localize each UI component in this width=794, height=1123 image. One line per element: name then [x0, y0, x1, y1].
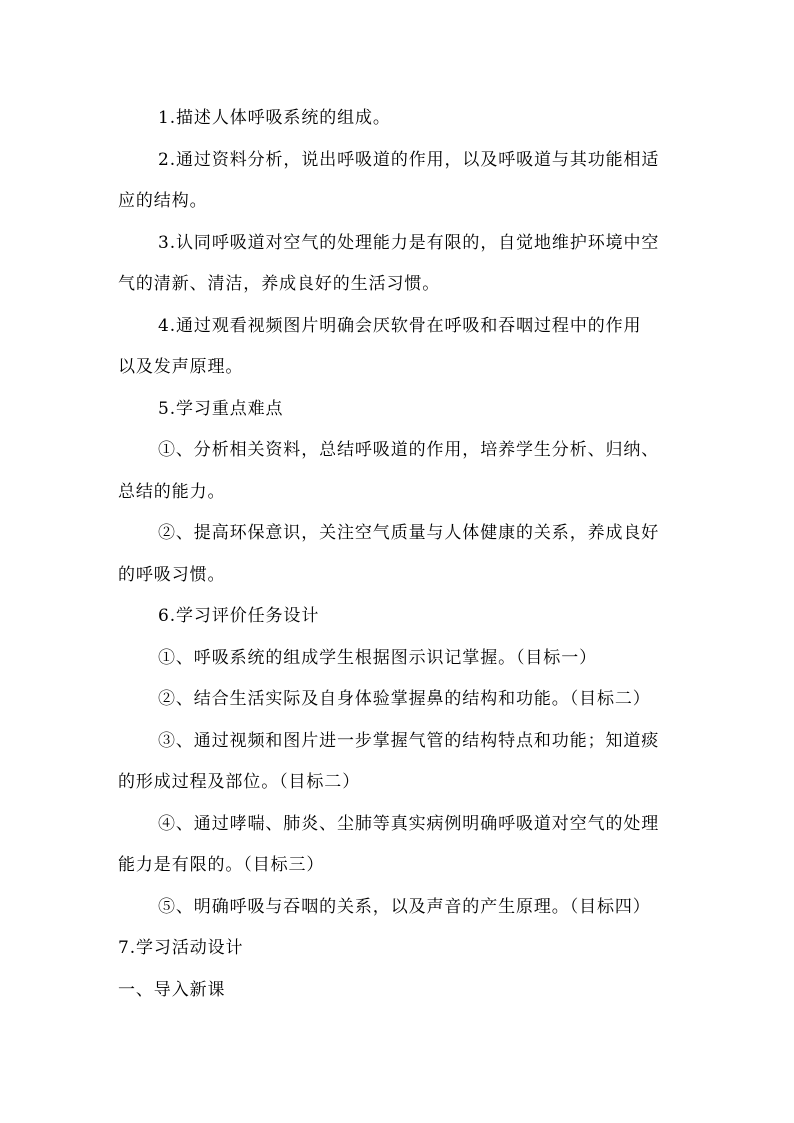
objective-3-line: 3.认同呼吸道对空气的处理能力是有限的，自觉地维护环境中空	[158, 233, 660, 253]
evaluation-task-4-line: ④、通过哮喘、肺炎、尘肺等真实病例明确呼吸道对空气的处理	[158, 814, 660, 834]
key-point-1-continuation: 总结的能力。	[118, 482, 226, 502]
key-point-2-continuation: 的呼吸习惯。	[118, 565, 226, 585]
key-point-2-line: ②、提高环保意识，关注空气质量与人体健康的关系，养成良好	[158, 523, 660, 543]
objective-2-continuation: 应的结构。	[118, 191, 208, 211]
objective-1-line: 1.描述人体呼吸系统的组成。	[158, 108, 391, 128]
objective-2-line: 2.通过资料分析，说出呼吸道的作用，以及呼吸道与其功能相适	[158, 150, 660, 170]
evaluation-task-1: ①、呼吸系统的组成学生根据图示识记掌握。（目标一）	[158, 648, 597, 668]
evaluation-task-3-line: ③、通过视频和图片进一步掌握气管的结构特点和功能；知道痰	[158, 731, 660, 751]
section-5-heading: 5.学习重点难点	[158, 399, 284, 419]
section-6-heading: 6.学习评价任务设计	[158, 606, 320, 626]
evaluation-task-3-continuation: 的形成过程及部位。（目标二）	[118, 772, 361, 792]
section-7-heading: 7.学习活动设计	[118, 938, 244, 958]
key-point-1-line: ①、分析相关资料，总结呼吸道的作用，培养学生分析、归纳、	[158, 440, 660, 460]
evaluation-task-2: ②、结合生活实际及自身体验掌握鼻的结构和功能。（目标二）	[158, 689, 651, 709]
lesson-intro-heading: 一、导入新课	[118, 980, 226, 1000]
evaluation-task-5: ⑤、明确呼吸与吞咽的关系，以及声音的产生原理。（目标四）	[158, 897, 651, 917]
objective-4-continuation: 以及发声原理。	[118, 357, 244, 377]
evaluation-task-4-continuation: 能力是有限的。（目标三）	[118, 855, 325, 875]
objective-4-line: 4.通过观看视频图片明确会厌软骨在呼吸和吞咽过程中的作用	[158, 316, 642, 336]
objective-3-continuation: 气的清新、清洁，养成良好的生活习惯。	[118, 274, 441, 294]
